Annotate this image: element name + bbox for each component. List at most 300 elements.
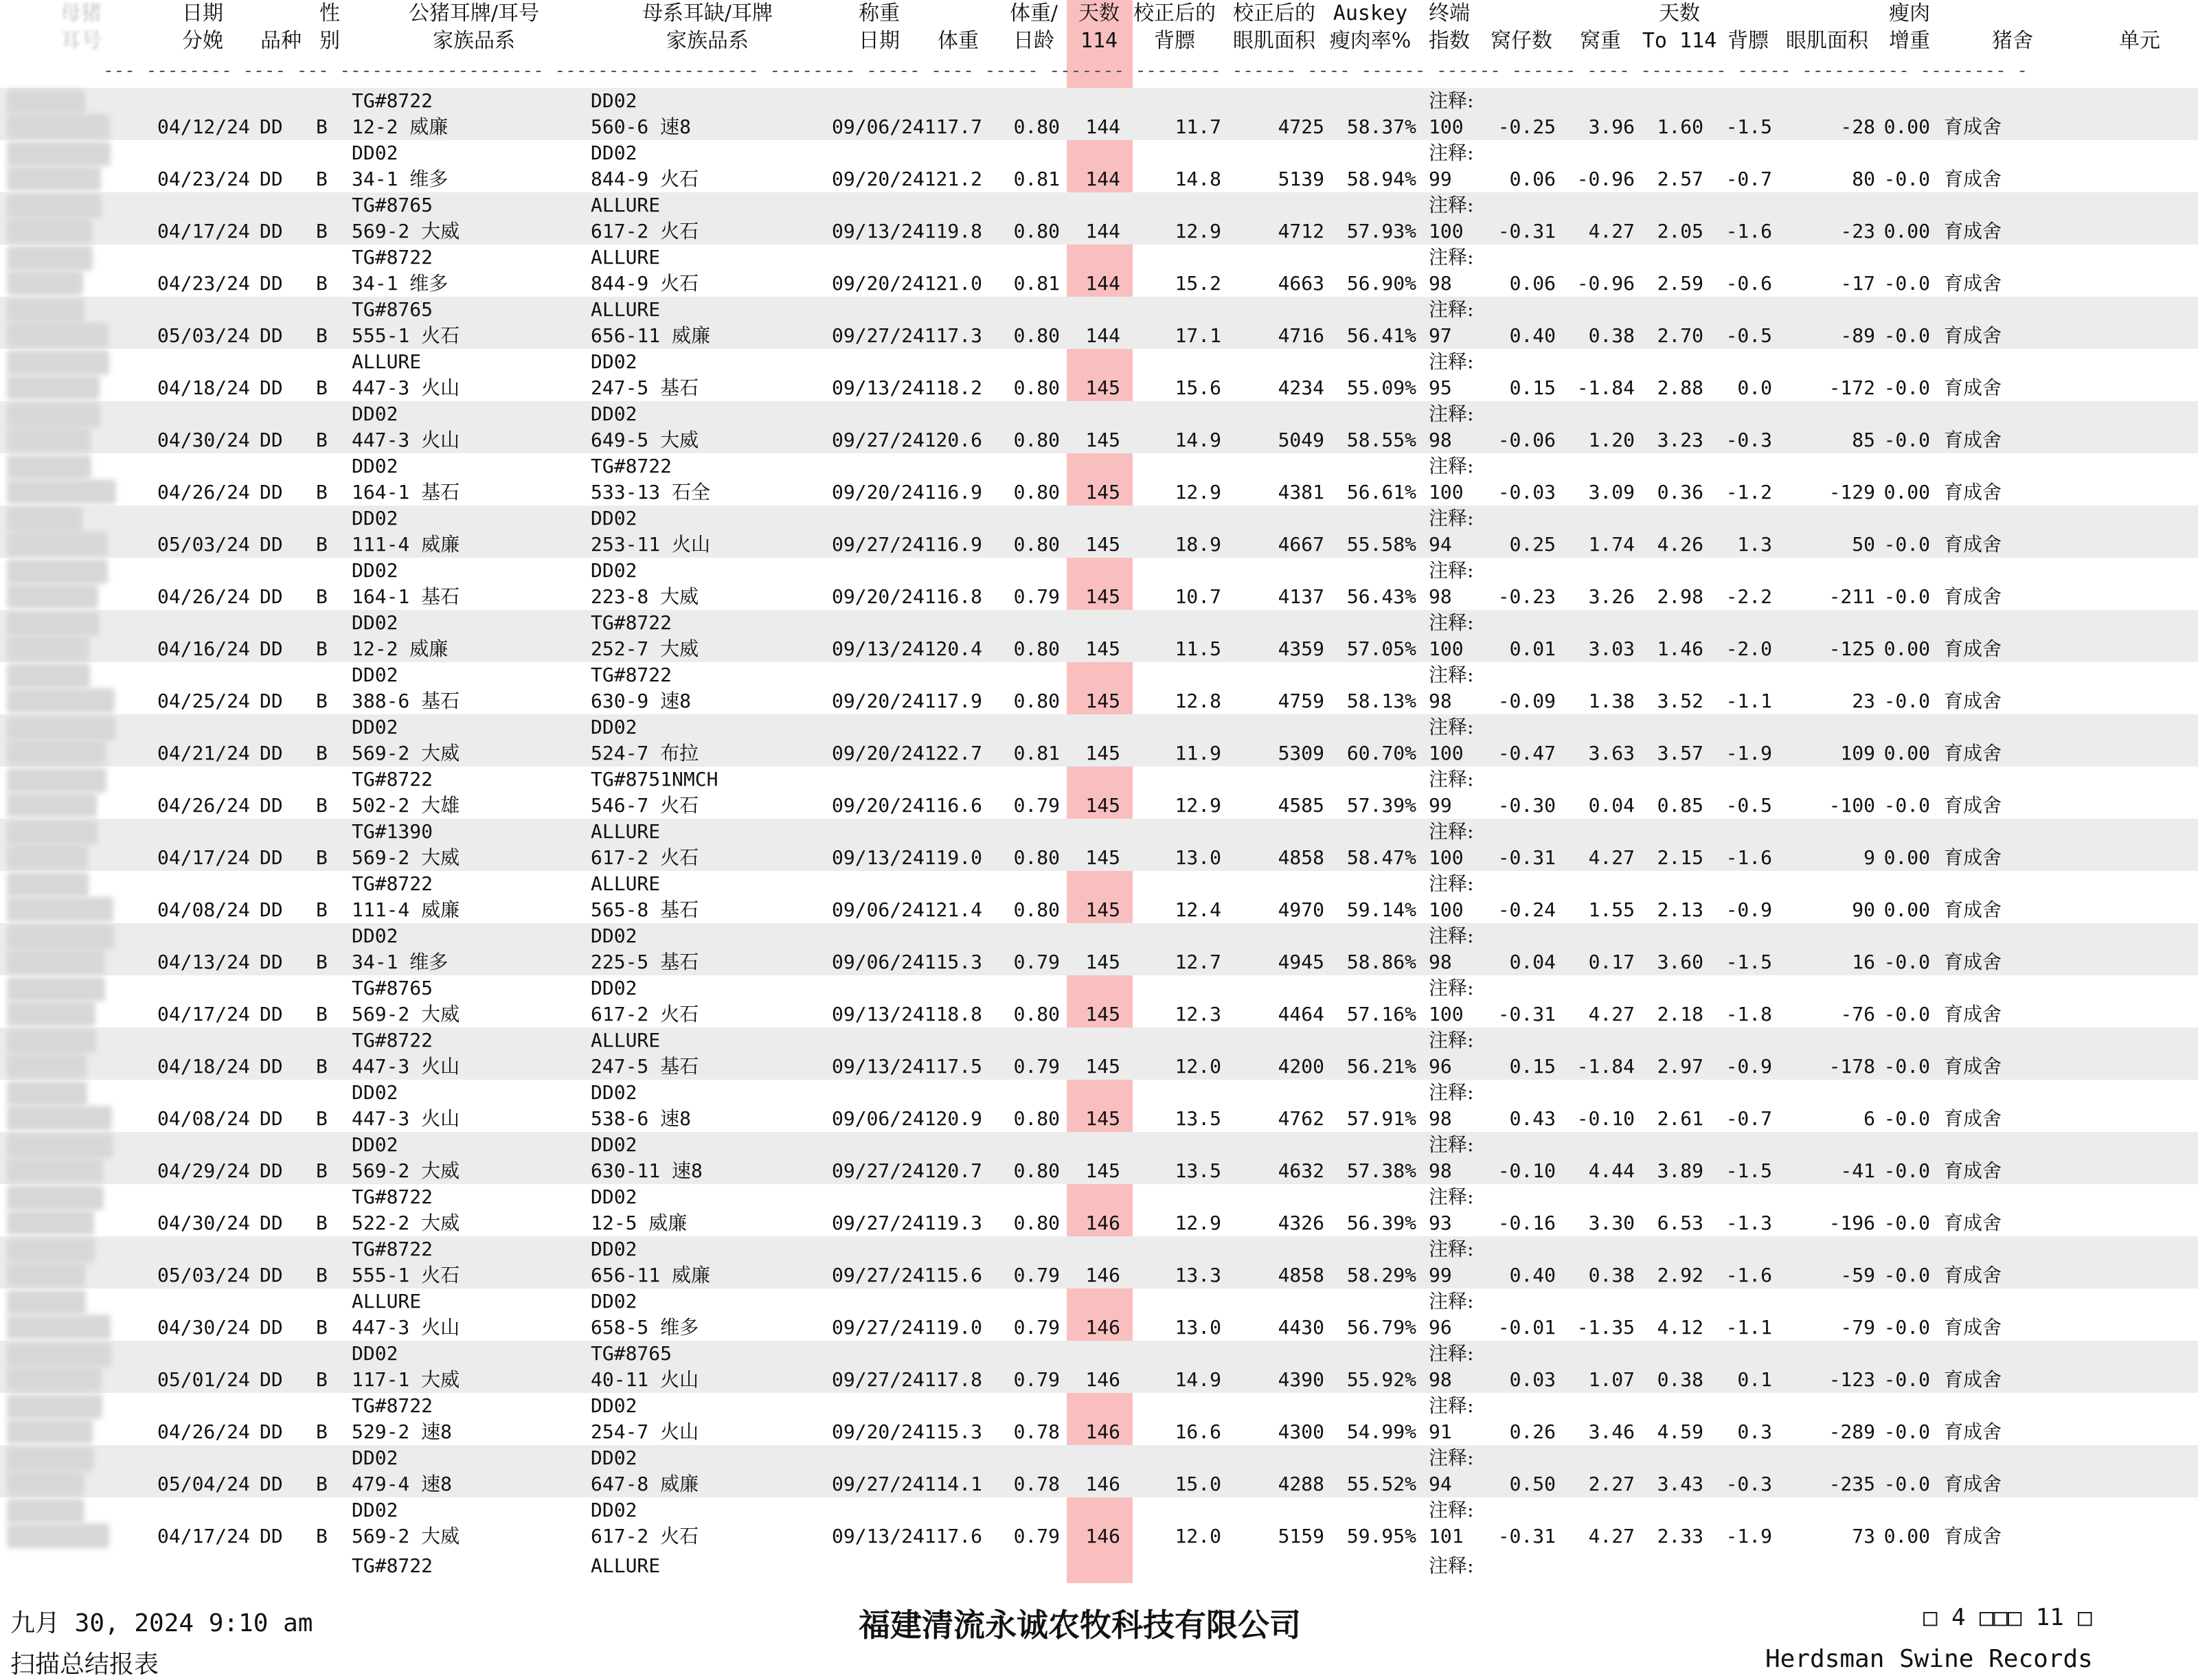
weight-cell: 115.3 xyxy=(924,1420,982,1443)
redacted-sow-id xyxy=(7,402,100,427)
days-cell: 145 xyxy=(1085,533,1120,556)
sire-tag: DD02 xyxy=(352,141,398,164)
farrow-date: 04/21/24 xyxy=(157,742,250,764)
dam-tag: DD02 xyxy=(591,89,637,112)
litter-weight-cell: 3.30 xyxy=(1588,1212,1635,1234)
lean-pct-cell: 56.21% xyxy=(1346,1055,1416,1078)
litter-size-cell: 0.04 xyxy=(1509,951,1556,973)
litter-weight-cell: 1.07 xyxy=(1588,1368,1635,1391)
litter-weight-cell: -0.96 xyxy=(1576,272,1635,295)
dam-tag: TG#8722 xyxy=(591,455,672,477)
loin-ebv-cell: -59 xyxy=(1840,1264,1875,1286)
loin-ebv-cell: -23 xyxy=(1840,220,1875,242)
sex-cell: B xyxy=(316,1159,328,1182)
sire-line: 34-1 维多 xyxy=(352,168,449,190)
sire-tag: TG#1390 xyxy=(352,820,433,843)
lean-gain-cell: 0.00 xyxy=(1883,220,1930,242)
note-label: 注释: xyxy=(1429,1185,1474,1208)
litter-weight-cell: 4.44 xyxy=(1588,1159,1635,1182)
litter-weight-cell: 3.03 xyxy=(1588,637,1635,660)
sire-tag: TG#8722 xyxy=(352,872,433,895)
note-label: 注释: xyxy=(1429,663,1474,686)
weight-cell: 120.6 xyxy=(924,429,982,451)
house-cell: 育成舍 xyxy=(1944,429,2002,451)
loin-area-cell: 4200 xyxy=(1278,1055,1324,1078)
lean-pct-cell: 60.70% xyxy=(1346,742,1416,764)
farrow-date: 04/17/24 xyxy=(157,846,250,869)
index-cell: 96 xyxy=(1429,1316,1452,1339)
header-litter-size: 窝仔数 xyxy=(1491,29,1552,53)
litter-weight-cell: 0.38 xyxy=(1588,1264,1635,1286)
report-title: 扫描总结报表 xyxy=(10,1650,159,1679)
backfat-ebv-cell: -1.9 xyxy=(1725,1525,1772,1547)
table-row xyxy=(0,1028,2198,1080)
weight-cell: 117.9 xyxy=(924,690,982,712)
loin-ebv-cell: -100 xyxy=(1828,794,1875,817)
backfat-ebv-cell: -1.5 xyxy=(1725,1159,1772,1182)
table-row xyxy=(0,871,2198,923)
redacted-sow-id xyxy=(7,1054,87,1078)
litter-size-cell: -0.09 xyxy=(1497,690,1556,712)
days-to-114-cell: 2.98 xyxy=(1657,585,1703,608)
dam-line: 649-5 大威 xyxy=(591,429,699,451)
sex-cell: B xyxy=(316,898,328,921)
sire-tag: ALLURE xyxy=(352,1290,422,1313)
weigh-date: 09/20/24 xyxy=(832,585,925,608)
index-cell: 97 xyxy=(1429,324,1452,347)
table-row xyxy=(0,767,2198,819)
dam-line: 247-5 基石 xyxy=(591,1055,699,1078)
sex-cell: B xyxy=(316,1212,328,1234)
loin-ebv-cell: -211 xyxy=(1828,585,1875,608)
backfat-cell: 13.0 xyxy=(1175,1316,1221,1339)
days-to-114-cell: 2.61 xyxy=(1657,1107,1703,1130)
adg-cell: 0.80 xyxy=(1013,1159,1060,1182)
adg-cell: 0.81 xyxy=(1013,272,1060,295)
lean-pct-cell: 55.09% xyxy=(1346,376,1416,399)
table-row xyxy=(0,1184,2198,1236)
dam-tag: TG#8765 xyxy=(591,1342,672,1365)
index-cell: 100 xyxy=(1429,481,1464,503)
backfat-ebv-cell: -0.9 xyxy=(1725,1055,1772,1078)
adg-cell: 0.80 xyxy=(1013,637,1060,660)
trailing-dam: ALLURE xyxy=(591,1554,661,1577)
backfat-cell: 12.0 xyxy=(1175,1055,1221,1078)
litter-weight-cell: 3.46 xyxy=(1588,1420,1635,1443)
house-cell: 育成舍 xyxy=(1944,1055,2002,1078)
litter-size-cell: 0.15 xyxy=(1509,1055,1556,1078)
dam-line: 254-7 火山 xyxy=(591,1420,699,1443)
backfat-cell: 12.4 xyxy=(1175,898,1221,921)
dam-line: 617-2 火石 xyxy=(591,220,699,242)
farrow-date: 04/12/24 xyxy=(157,115,250,138)
house-cell: 育成舍 xyxy=(1944,1212,2002,1234)
house-cell: 育成舍 xyxy=(1944,846,2002,869)
weight-cell: 117.7 xyxy=(924,115,982,138)
litter-size-cell: -0.30 xyxy=(1497,794,1556,817)
index-cell: 99 xyxy=(1429,1264,1452,1286)
redacted-sow-id xyxy=(7,768,106,793)
adg-cell: 0.80 xyxy=(1013,1212,1060,1234)
loin-area-cell: 4359 xyxy=(1278,637,1324,660)
adg-cell: 0.80 xyxy=(1013,1107,1060,1130)
sire-tag: DD02 xyxy=(352,1081,398,1104)
breed-cell: DD xyxy=(260,220,283,242)
lean-gain-cell: -0.0 xyxy=(1883,1368,1930,1391)
weigh-date: 09/27/24 xyxy=(832,1212,925,1234)
redacted-sow-id xyxy=(7,949,104,974)
adg-cell: 0.79 xyxy=(1013,1055,1060,1078)
loin-area-cell: 4632 xyxy=(1278,1159,1324,1182)
sex-cell: B xyxy=(316,1368,328,1391)
backfat-ebv-cell: -2.2 xyxy=(1725,585,1772,608)
loin-area-cell: 4945 xyxy=(1278,951,1324,973)
loin-ebv-cell: -289 xyxy=(1828,1420,1875,1443)
litter-weight-cell: 4.27 xyxy=(1588,1525,1635,1547)
table-row xyxy=(0,1445,2198,1497)
sex-cell: B xyxy=(316,168,328,190)
backfat-ebv-cell: -1.5 xyxy=(1725,951,1772,973)
weight-cell: 115.3 xyxy=(924,951,982,973)
litter-weight-cell: 2.27 xyxy=(1588,1473,1635,1495)
sex-cell: B xyxy=(316,1264,328,1286)
redacted-sow-id xyxy=(7,1210,94,1235)
farrow-date: 05/03/24 xyxy=(157,324,250,347)
backfat-cell: 13.5 xyxy=(1175,1159,1221,1182)
litter-weight-cell: 3.26 xyxy=(1588,585,1635,608)
sire-tag: DD02 xyxy=(352,402,398,425)
breed-cell: DD xyxy=(260,481,283,503)
redacted-sow-id xyxy=(7,845,88,870)
lean-pct-cell: 57.39% xyxy=(1346,794,1416,817)
litter-weight-cell: 1.38 xyxy=(1588,690,1635,712)
sire-line: 555-1 火石 xyxy=(352,324,460,347)
backfat-cell: 13.3 xyxy=(1175,1264,1221,1286)
breed-cell: DD xyxy=(260,1107,283,1130)
days-to-114-cell: 3.60 xyxy=(1657,951,1703,973)
weight-cell: 117.6 xyxy=(924,1525,982,1547)
breed-cell: DD xyxy=(260,1473,283,1495)
farrow-date: 04/26/24 xyxy=(157,585,250,608)
adg-cell: 0.80 xyxy=(1013,324,1060,347)
redacted-sow-id xyxy=(7,455,91,479)
loin-ebv-cell: 6 xyxy=(1863,1107,1875,1130)
farrow-date: 04/08/24 xyxy=(157,898,250,921)
index-cell: 101 xyxy=(1429,1525,1464,1547)
sex-cell: B xyxy=(316,1473,328,1495)
weight-cell: 117.8 xyxy=(924,1368,982,1391)
backfat-ebv-cell: -0.3 xyxy=(1725,1473,1772,1495)
sire-line: 555-1 火石 xyxy=(352,1264,460,1286)
sex-cell: B xyxy=(316,742,328,764)
lean-pct-cell: 57.05% xyxy=(1346,637,1416,660)
house-cell: 育成舍 xyxy=(1944,376,2002,399)
house-cell: 育成舍 xyxy=(1944,951,2002,973)
lean-gain-cell: -0.0 xyxy=(1883,1473,1930,1495)
lean-pct-cell: 58.37% xyxy=(1346,115,1416,138)
house-cell: 育成舍 xyxy=(1944,1420,2002,1443)
dam-tag: ALLURE xyxy=(591,298,661,321)
lean-pct-cell: 58.29% xyxy=(1346,1264,1416,1286)
weigh-date: 09/13/24 xyxy=(832,1003,925,1025)
days-to-114-cell: 3.23 xyxy=(1657,429,1703,451)
litter-weight-cell: 3.09 xyxy=(1588,481,1635,503)
backfat-ebv-cell: -1.3 xyxy=(1725,1212,1772,1234)
loin-area-cell: 4464 xyxy=(1278,1003,1324,1025)
index-cell: 98 xyxy=(1429,1107,1452,1130)
lean-pct-cell: 55.52% xyxy=(1346,1473,1416,1495)
house-cell: 育成舍 xyxy=(1944,481,2002,503)
header-sire: 公猪耳牌/耳号 家族品系 xyxy=(408,1,540,53)
litter-size-cell: 0.40 xyxy=(1509,1264,1556,1286)
litter-weight-cell: 4.27 xyxy=(1588,220,1635,242)
backfat-cell: 12.7 xyxy=(1175,951,1221,973)
backfat-ebv-cell: -1.6 xyxy=(1725,846,1772,869)
weigh-date: 09/13/24 xyxy=(832,220,925,242)
redacted-sow-id xyxy=(7,1290,86,1315)
litter-weight-cell: 4.27 xyxy=(1588,846,1635,869)
note-label: 注释: xyxy=(1429,141,1474,164)
note-label: 注释: xyxy=(1429,924,1474,947)
redacted-sow-id xyxy=(7,1185,104,1210)
weight-cell: 121.4 xyxy=(924,898,982,921)
litter-weight-cell: -1.84 xyxy=(1576,376,1635,399)
days-to-114-cell: 4.26 xyxy=(1657,533,1703,556)
dam-tag: DD02 xyxy=(591,1394,637,1417)
dam-line: 253-11 火山 xyxy=(591,533,711,556)
table-row xyxy=(0,506,2198,558)
backfat-ebv-cell: -1.2 xyxy=(1725,481,1772,503)
days-cell: 146 xyxy=(1085,1316,1120,1339)
breed-cell: DD xyxy=(260,115,283,138)
days-cell: 145 xyxy=(1085,1055,1120,1078)
adg-cell: 0.79 xyxy=(1013,951,1060,973)
lean-gain-cell: 0.00 xyxy=(1883,898,1930,921)
weigh-date: 09/06/24 xyxy=(832,951,925,973)
sire-line: 164-1 基石 xyxy=(352,481,460,503)
redacted-sow-id xyxy=(7,350,109,375)
loin-area-cell: 4712 xyxy=(1278,220,1324,242)
litter-size-cell: -0.16 xyxy=(1497,1212,1556,1234)
days-to-114-cell: 0.36 xyxy=(1657,481,1703,503)
trailing-note-label: 注释: xyxy=(1429,1554,1474,1577)
sex-cell: B xyxy=(316,429,328,451)
sire-line: 447-3 火山 xyxy=(352,1107,460,1130)
days-cell: 145 xyxy=(1085,481,1120,503)
dam-line: 247-5 基石 xyxy=(591,376,699,399)
house-cell: 育成舍 xyxy=(1944,533,2002,556)
days-cell: 146 xyxy=(1085,1525,1120,1547)
weight-cell: 118.8 xyxy=(924,1003,982,1025)
dam-tag: DD02 xyxy=(591,1081,637,1104)
days-cell: 146 xyxy=(1085,1264,1120,1286)
loin-ebv-cell: -76 xyxy=(1840,1003,1875,1025)
backfat-cell: 12.9 xyxy=(1175,220,1221,242)
days-cell: 144 xyxy=(1085,115,1120,138)
breed-cell: DD xyxy=(260,637,283,660)
loin-ebv-cell: -28 xyxy=(1840,115,1875,138)
table-row xyxy=(0,819,2198,871)
days-to-114-cell: 6.53 xyxy=(1657,1212,1703,1234)
litter-size-cell: 0.50 xyxy=(1509,1473,1556,1495)
sex-cell: B xyxy=(316,794,328,817)
redacted-sow-id xyxy=(7,611,99,636)
weight-cell: 120.9 xyxy=(924,1107,982,1130)
weight-cell: 116.6 xyxy=(924,794,982,817)
weight-cell: 116.8 xyxy=(924,585,982,608)
lean-gain-cell: -0.0 xyxy=(1883,1420,1930,1443)
table-row xyxy=(0,349,2198,401)
dam-tag: DD02 xyxy=(591,1238,637,1260)
sire-line: 569-2 大威 xyxy=(352,742,460,764)
redacted-sow-id xyxy=(7,1158,103,1183)
sire-tag: TG#8765 xyxy=(352,977,433,999)
litter-size-cell: -0.23 xyxy=(1497,585,1556,608)
breed-cell: DD xyxy=(260,1264,283,1286)
redacted-sow-id xyxy=(7,271,83,295)
sire-line: 447-3 火山 xyxy=(352,1316,460,1339)
days-cell: 145 xyxy=(1085,376,1120,399)
note-label: 注释: xyxy=(1429,820,1474,843)
days-to-114-cell: 2.33 xyxy=(1657,1525,1703,1547)
sire-line: 447-3 火山 xyxy=(352,376,460,399)
backfat-cell: 13.5 xyxy=(1175,1107,1221,1130)
loin-area-cell: 5049 xyxy=(1278,429,1324,451)
lean-pct-cell: 56.41% xyxy=(1346,324,1416,347)
days-to-114-cell: 0.85 xyxy=(1657,794,1703,817)
lean-gain-cell: -0.0 xyxy=(1883,1316,1930,1339)
house-cell: 育成舍 xyxy=(1944,1473,2002,1495)
loin-ebv-cell: 73 xyxy=(1852,1525,1875,1547)
adg-cell: 0.78 xyxy=(1013,1420,1060,1443)
weigh-date: 09/27/24 xyxy=(832,1368,925,1391)
header-lean-pct: Auskey 瘦肉率% xyxy=(1329,1,1412,53)
header-terminal-index: 终端 指数 xyxy=(1429,1,1470,53)
backfat-cell: 14.8 xyxy=(1175,168,1221,190)
litter-weight-cell: 1.20 xyxy=(1588,429,1635,451)
weigh-date: 09/13/24 xyxy=(832,1525,925,1547)
note-label: 注释: xyxy=(1429,298,1474,321)
days-cell: 145 xyxy=(1085,585,1120,608)
loin-area-cell: 4716 xyxy=(1278,324,1324,347)
backfat-cell: 14.9 xyxy=(1175,1368,1221,1391)
days-cell: 144 xyxy=(1085,272,1120,295)
loin-ebv-cell: 109 xyxy=(1840,742,1875,764)
lean-pct-cell: 58.94% xyxy=(1346,168,1416,190)
dam-line: 656-11 威廉 xyxy=(591,324,711,347)
backfat-ebv-cell: -0.5 xyxy=(1725,794,1772,817)
days-to-114-cell: 3.57 xyxy=(1657,742,1703,764)
table-row xyxy=(0,1497,2198,1550)
header-loin-area: 校正后的 眼肌面积 xyxy=(1233,1,1315,53)
farrow-date: 04/25/24 xyxy=(157,690,250,712)
note-label: 注释: xyxy=(1429,507,1474,530)
sire-tag: DD02 xyxy=(352,1446,398,1469)
redacted-sow-id xyxy=(7,89,85,114)
breed-cell: DD xyxy=(260,1212,283,1234)
litter-weight-cell: 3.63 xyxy=(1588,742,1635,764)
litter-weight-cell: 1.74 xyxy=(1588,533,1635,556)
dam-line: 617-2 火石 xyxy=(591,1003,699,1025)
loin-area-cell: 4381 xyxy=(1278,481,1324,503)
litter-size-cell: -0.25 xyxy=(1497,115,1556,138)
index-cell: 96 xyxy=(1429,1055,1452,1078)
days-to-114-cell: 2.05 xyxy=(1657,220,1703,242)
note-label: 注释: xyxy=(1429,611,1474,634)
dam-line: 560-6 速8 xyxy=(591,115,692,138)
breed-cell: DD xyxy=(260,1055,283,1078)
redacted-sow-id xyxy=(7,1262,85,1287)
backfat-ebv-cell: -0.5 xyxy=(1725,324,1772,347)
breed-cell: DD xyxy=(260,1368,283,1391)
lean-gain-cell: 0.00 xyxy=(1883,115,1930,138)
note-label: 注释: xyxy=(1429,455,1474,477)
sire-line: 447-3 火山 xyxy=(352,1055,460,1078)
house-cell: 育成舍 xyxy=(1944,1525,2002,1547)
lean-pct-cell: 58.47% xyxy=(1346,846,1416,869)
loin-area-cell: 4858 xyxy=(1278,1264,1324,1286)
dam-line: 225-5 基石 xyxy=(591,951,699,973)
lean-pct-cell: 57.38% xyxy=(1346,1159,1416,1182)
sire-tag: TG#8722 xyxy=(352,89,433,112)
sire-line: 117-1 大威 xyxy=(352,1368,460,1391)
farrow-date: 04/30/24 xyxy=(157,429,250,451)
adg-cell: 0.79 xyxy=(1013,1264,1060,1286)
house-cell: 育成舍 xyxy=(1944,324,2002,347)
sire-tag: TG#8765 xyxy=(352,194,433,216)
backfat-ebv-cell: -1.6 xyxy=(1725,220,1772,242)
dam-tag: DD02 xyxy=(591,141,637,164)
backfat-cell: 15.6 xyxy=(1175,376,1221,399)
index-cell: 98 xyxy=(1429,951,1452,973)
note-label: 注释: xyxy=(1429,1290,1474,1313)
sire-tag: DD02 xyxy=(352,1499,398,1521)
weigh-date: 09/27/24 xyxy=(832,533,925,556)
redacted-sow-id xyxy=(7,1001,95,1026)
farrow-date: 04/13/24 xyxy=(157,951,250,973)
days-cell: 145 xyxy=(1085,1107,1120,1130)
table-row xyxy=(0,88,2198,140)
backfat-ebv-cell: 0.3 xyxy=(1737,1420,1772,1443)
redacted-sow-id xyxy=(7,427,91,452)
loin-area-cell: 4300 xyxy=(1278,1420,1324,1443)
table-row xyxy=(0,297,2198,349)
backfat-ebv-cell: -1.9 xyxy=(1725,742,1772,764)
dam-tag: ALLURE xyxy=(591,194,661,216)
backfat-ebv-cell: -1.6 xyxy=(1725,1264,1772,1286)
farrow-date: 04/23/24 xyxy=(157,168,250,190)
adg-cell: 0.80 xyxy=(1013,429,1060,451)
dam-line: 647-8 威廉 xyxy=(591,1473,699,1495)
sex-cell: B xyxy=(316,115,328,138)
index-cell: 98 xyxy=(1429,272,1452,295)
note-label: 注释: xyxy=(1429,402,1474,425)
sex-cell: B xyxy=(316,376,328,399)
note-label: 注释: xyxy=(1429,1446,1474,1469)
days-cell: 146 xyxy=(1085,1473,1120,1495)
sex-cell: B xyxy=(316,1525,328,1547)
header-days: 天数 114 xyxy=(1078,1,1120,53)
litter-size-cell: -0.10 xyxy=(1497,1159,1556,1182)
days-cell: 145 xyxy=(1085,690,1120,712)
sex-cell: B xyxy=(316,481,328,503)
company-name: 福建清流永诚农牧科技有限公司 xyxy=(859,1607,1301,1644)
redacted-sow-id xyxy=(7,740,106,765)
sire-line: 529-2 速8 xyxy=(352,1420,453,1443)
days-cell: 144 xyxy=(1085,220,1120,242)
days-cell: 145 xyxy=(1085,846,1120,869)
farrow-date: 04/26/24 xyxy=(157,481,250,503)
